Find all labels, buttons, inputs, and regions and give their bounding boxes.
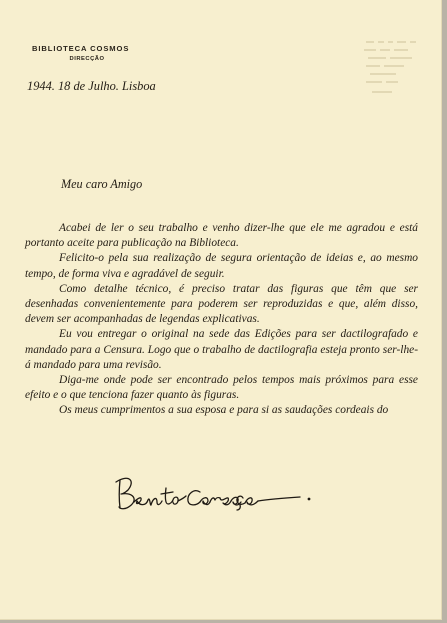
paragraph: Como detalhe técnico, é preciso tratar das figuras que têm que ser desenhadas convenientemente para poderem ser reproduzidas e que, além disso, devem ser acompanhadas de legendas explicativas. [25,282,418,326]
paragraph: Acabei de ler o seu trabalho e venho dizer-lhe que ele me agradou e está portanto aceite para publicação na Biblioteca. [25,222,418,250]
letter-body [25,221,418,419]
handwritten-signature [110,470,325,520]
date-line: 1944. 18 de Julho. Lisboa [27,79,156,93]
letterhead-name: BIBLIOTECA COSMOS [32,44,130,53]
signature-dot [308,498,311,501]
paragraph: Felicito-o pela sua realização de segura orientação de ideias e, ao mesmo tempo, de forma viva e agradável de seguir. [25,252,418,280]
paragraph: Eu vou entregar o original na sede das Edições para ser dactilografado e mandado para a Censura. Logo que o trabalho de dactilografia esteja pronto ser-lhe-á mandado para uma revisão. [25,328,418,371]
faded-stamp [362,36,422,106]
paragraph: Os meus cumprimentos a sua esposa e para si as saudações cordeais do [59,404,389,417]
paragraph: Diga-me onde pode ser encontrado pelos tempos mais próximos para esse efeito e o que tenciona fazer quanto às figuras. [25,374,418,402]
letterhead-subtitle: DIRECÇÃO [69,56,105,62]
letterhead [32,44,142,62]
salutation: Meu caro Amigo [61,177,143,191]
